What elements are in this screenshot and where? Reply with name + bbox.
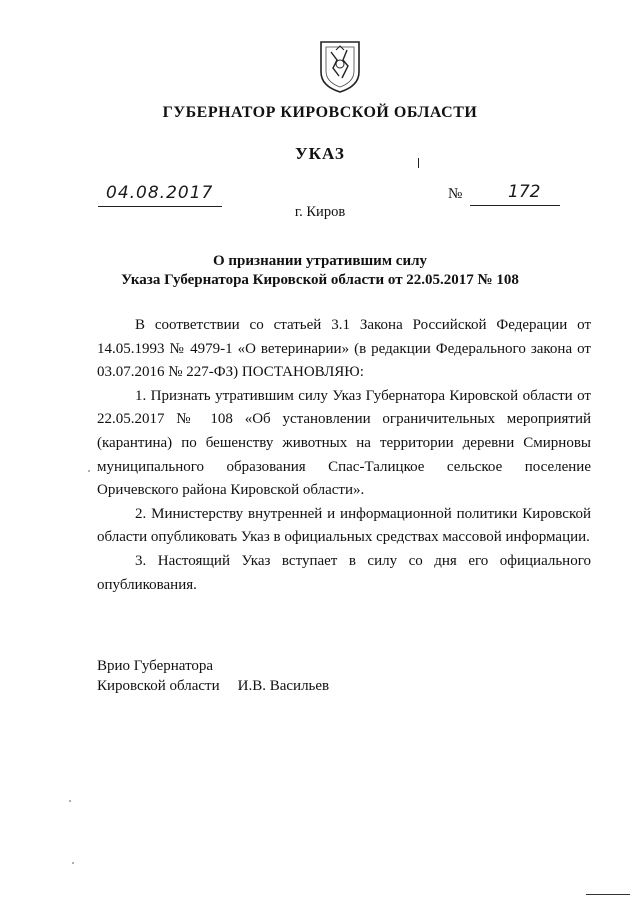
body-item-2: 2. Министерству внутренней и информационной политики Кировской области опубликовать Указ в официальных средствах массовой информации. [97,505,591,546]
signer-title-line-2: Кировской области [97,678,220,694]
body-item-1: 1. Признать утратившим силу Указ Губернатора Кировской области от 22.05.2017 № 108 «Об установлении ограничительных мероприятий (карантина) по бешенству животных на территории деревни Смирновы муниципального образования Спас-Талицкое сельское поселение Оричевского района Кировской области». [97,387,591,499]
scan-mark [418,158,419,168]
signer-title-line-2-row [97,676,329,696]
number-field [470,182,560,206]
body-intro-paragraph: В соответствии со статьей 3.1 Закона Российской Федерации от 14.05.1993 № 4979-1 «О ветеринарии» (в редакции Федерального закона от 03.07.2016 № 227-ФЗ) ПОСТАНОВЛЯЮ: [97,317,591,381]
document-number: 172 [508,182,541,202]
subject-line-1: О признании утратившим силу [213,253,427,269]
scan-speck [69,800,71,802]
document-date: 04.08.2017 [106,183,214,203]
scan-speck [88,470,90,472]
signature-block [97,656,329,696]
document-subject [0,252,640,290]
signer-title-line-1: Врио Губернатора [97,658,214,674]
signer-name: И.В. Васильев [237,678,330,694]
coat-of-arms-emblem [317,38,363,94]
document-body [97,314,591,597]
corner-rule [586,894,630,895]
document-type: УКАЗ [295,144,345,163]
body-item-3: 3. Настоящий Указ вступает в силу со дня его официального опубликования. [97,552,591,593]
number-sign: № [448,186,463,202]
subject-line-2: Указа Губернатора Кировской области от 22.05.2017 № 108 [121,272,519,288]
scan-speck [72,862,74,864]
document-place: г. Киров [294,204,346,220]
issuing-authority: ГУБЕРНАТОР КИРОВСКОЙ ОБЛАСТИ [162,104,478,121]
